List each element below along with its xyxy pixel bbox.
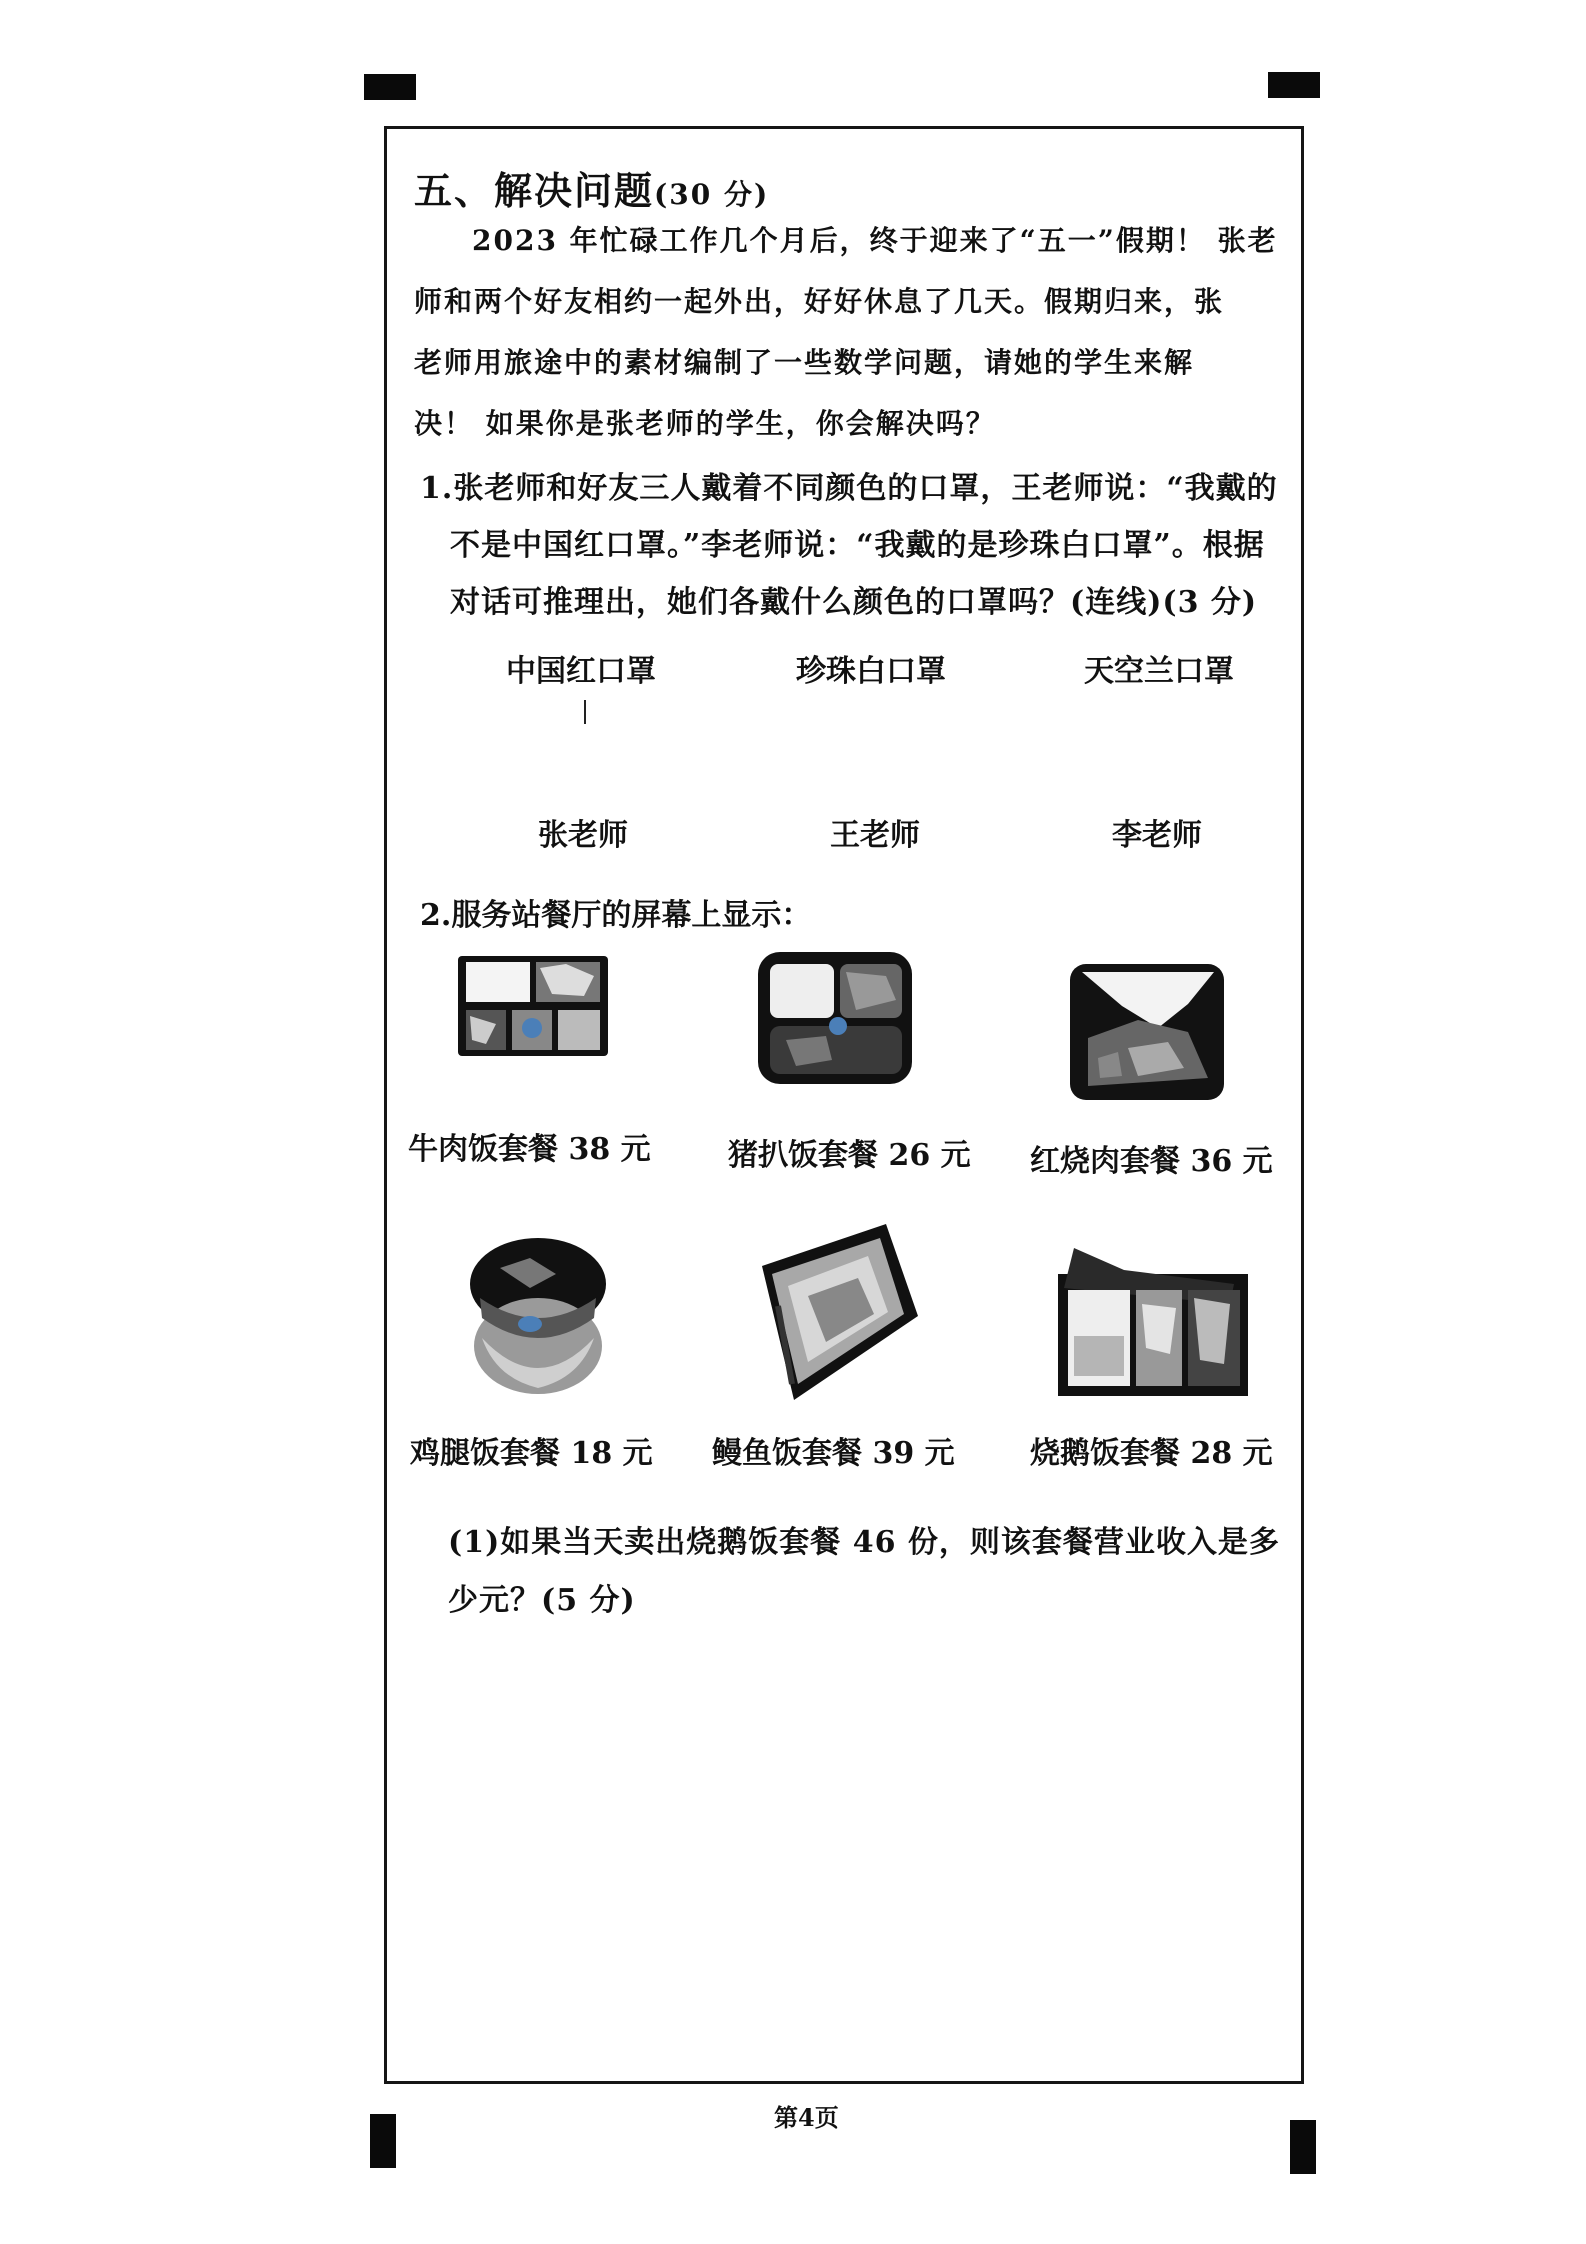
intro-paragraph	[414, 210, 1286, 454]
bento-box-icon	[756, 950, 916, 1088]
question-2-intro: 2.服务站餐厅的屏幕上显示：	[420, 898, 812, 933]
bento-box-icon	[1054, 1244, 1254, 1400]
registration-mark-top-left	[364, 74, 416, 100]
teacher-wang[interactable]: 王老师	[830, 818, 920, 853]
question-1-line: 不是中国红口罩。”李老师说：“我戴的是珍珠白口罩”。根据	[450, 528, 1265, 563]
question-2-sub-1-line: (1)如果当天卖出烧鹅饭套餐 46 份，则该套餐营业收入是多	[448, 1525, 1280, 1560]
question-1-line: 1.张老师和好友三人戴着不同颜色的口罩，王老师说：“我戴的	[420, 471, 1278, 506]
teacher-li[interactable]: 李老师	[1112, 818, 1202, 853]
section-title	[414, 160, 769, 215]
teacher-zhang[interactable]: 张老师	[538, 818, 628, 853]
question-2-sub-1-line: 少元？(5 分)	[448, 1583, 636, 1618]
mask-option-white[interactable]: 珍珠白口罩	[796, 654, 946, 689]
meal-name: 牛肉饭套餐 38 元	[408, 1132, 651, 1167]
bento-box-icon	[748, 1216, 924, 1402]
intro-line: 2023 年忙碌工作几个月后，终于迎来了“五一”假期！ 张老	[472, 224, 1278, 257]
bento-box-icon	[456, 954, 612, 1060]
meal-name: 鳗鱼饭套餐 39 元	[712, 1436, 955, 1471]
bento-box-icon	[1068, 958, 1228, 1106]
question-1-line: 对话可推理出，她们各戴什么颜色的口罩吗？(连线)(3 分)	[450, 585, 1258, 620]
registration-mark-bottom-left	[370, 2114, 396, 2168]
rice-bowl-icon	[460, 1228, 616, 1400]
intro-line: 决！ 如果你是张老师的学生，你会解决吗？	[414, 407, 996, 440]
meal-name: 烧鹅饭套餐 28 元	[1030, 1436, 1273, 1471]
registration-mark-bottom-right	[1290, 2120, 1316, 2174]
registration-mark-top-right	[1268, 72, 1320, 98]
section-title-text: 五、解决问题	[414, 168, 655, 213]
question-2-sub-1	[448, 1514, 1298, 1630]
section-points: (30 分)	[654, 178, 770, 211]
meal-name: 红烧肉套餐 36 元	[1030, 1144, 1273, 1179]
question-1	[420, 460, 1290, 631]
meal-name: 鸡腿饭套餐 18 元	[410, 1436, 653, 1471]
meal-name: 猪扒饭套餐 26 元	[728, 1138, 971, 1173]
intro-line: 老师用旅途中的素材编制了一些数学问题，请她的学生来解	[414, 346, 1195, 379]
answer-area[interactable]	[420, 1640, 1280, 2060]
mask-option-red[interactable]: 中国红口罩	[506, 654, 656, 689]
page-number: 第4页	[774, 2103, 839, 2132]
mask-option-blue[interactable]: 天空兰口罩	[1084, 654, 1234, 689]
intro-line: 师和两个好友相约一起外出，好好休息了几天。假期归来，张	[414, 285, 1225, 318]
connector-line-start	[584, 700, 586, 724]
